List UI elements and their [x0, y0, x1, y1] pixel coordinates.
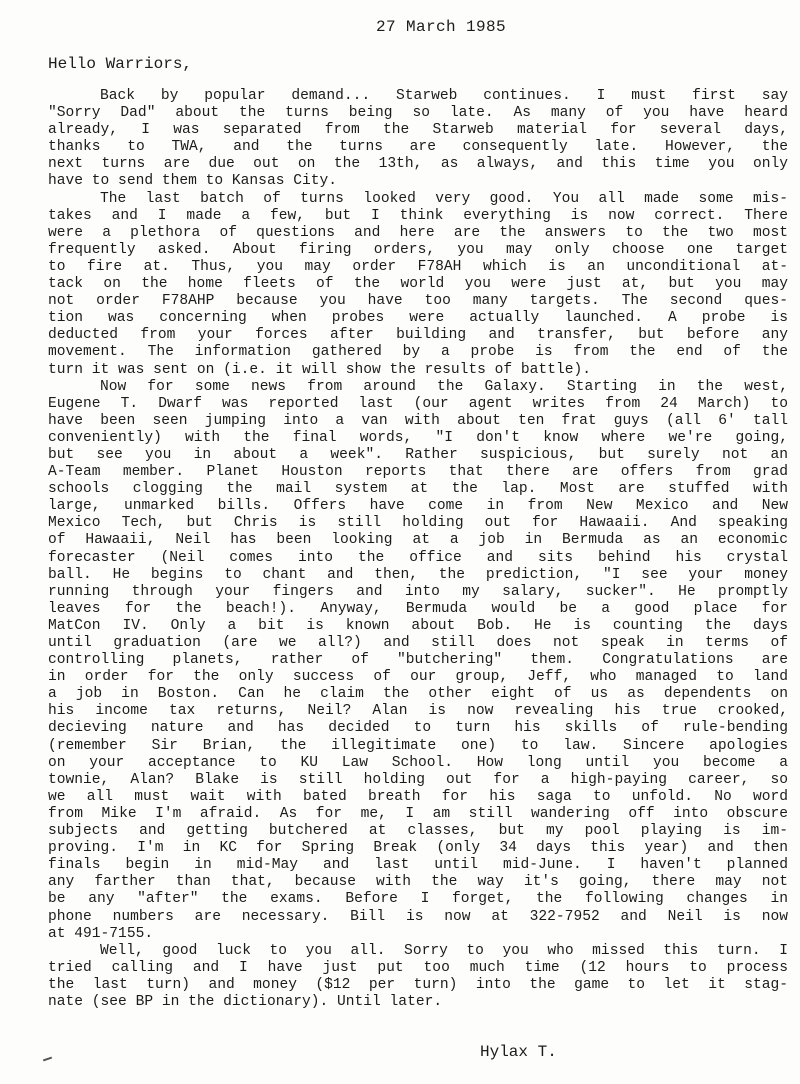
body-line: but see you in about a week". Rather suspicious, but surely not an	[48, 446, 788, 463]
body-line: subjects and getting butchered at classes, but my pool playing is im-	[48, 823, 788, 840]
body-line: any farther than that, because with the way it's going, there may not	[48, 874, 788, 891]
letter-signature: Hylax T.	[480, 1043, 557, 1061]
body-line: proving. I'm in KC for Spring Break (only 34 days this year) and then	[48, 840, 788, 857]
body-line: takes and I made a few, but I think everything is now correct. There	[48, 207, 788, 224]
body-line: deducted from your forces after building and transfer, but before any	[48, 327, 788, 344]
body-line: Eugene T. Dwarf was reported last (our agent writes from 24 March) to	[48, 395, 788, 412]
body-line: at 491-7155.	[48, 925, 154, 942]
letter-date: 27 March 1985	[376, 18, 507, 36]
body-line: townie, Alan? Blake is still holding out for a high-paying career, so	[48, 771, 788, 788]
body-line: of Hawaaii, Neil has been looking at a job in Bermuda as an economic	[48, 532, 788, 549]
body-line: tion was concerning when probes were actually launched. A probe is	[48, 310, 788, 327]
body-line: movement. The information gathered by a probe is from the end of the	[48, 344, 788, 361]
body-line: large, unmarked bills. Offers have come in from New Mexico and New	[48, 498, 788, 515]
body-line: (remember Sir Brian, the illegitimate one) to law. Sincere apologies	[48, 737, 788, 754]
letter-body	[48, 88, 788, 1011]
body-line: have been seen jumping into a van with about ten frat guys (all 6' tall	[48, 412, 788, 429]
body-line: decieving nature and has decided to turn his skills of rule-bending	[48, 720, 788, 737]
body-line: MatCon IV. Only a bit is known about Bob. He is counting the days	[48, 617, 788, 634]
body-line: nate (see BP in the dictionary). Until later.	[48, 993, 443, 1010]
body-line: next turns are due out on the 13th, as always, and this time you only	[48, 156, 788, 173]
body-line: already, I was separated from the Starweb material for several days,	[48, 122, 788, 139]
body-line: ball. He begins to chant and then, the prediction, "I see your money	[48, 566, 788, 583]
body-line: controlling planets, rather of "butchering" them. Congratulations are	[48, 652, 788, 669]
body-line: be any "after" the exams. Before I forget, the following changes in	[48, 891, 788, 908]
body-line: "Sorry Dad" about the turns being so late. As many of you have heard	[48, 105, 788, 122]
body-line: phone numbers are necessary. Bill is now at 322-7952 and Neil is now	[48, 908, 788, 925]
body-line: in order for the only success of our group, Jeff, who managed to land	[48, 669, 788, 686]
body-line: not order F78AHP because you have too many targets. The second ques-	[48, 293, 788, 310]
body-line: thanks to TWA, and the turns are consequently late. However, the	[48, 139, 788, 156]
body-line: tried calling and I have just put too much time (12 hours to process	[48, 959, 788, 976]
body-line: frequently asked. About firing orders, you may only choose one target	[48, 241, 788, 258]
body-line: Back by popular demand... Starweb continues. I must first say	[100, 88, 788, 104]
body-line: a job in Boston. Can he claim the other eight of us as dependents on	[48, 686, 788, 703]
body-line: Mexico Tech, but Chris is still holding out for Hawaaii. And speaking	[48, 515, 788, 532]
stray-ink-mark	[43, 1057, 52, 1062]
letter-greeting: Hello Warriors,	[48, 55, 193, 73]
body-line: turn it was sent on (i.e. it will show the results of battle).	[48, 361, 591, 378]
body-line: until graduation (are we all?) and still does not speak in terms of	[48, 635, 788, 651]
body-line: from Mike I'm afraid. As for me, I am still wandering off into obscure	[48, 805, 788, 822]
body-line: were a plethora of questions and here are the answers to the two most	[48, 224, 788, 241]
body-line: A-Team member. Planet Houston reports that there are offers from grad	[48, 464, 788, 481]
body-line: the last turn) and money ($12 per turn) into the game to let it stag-	[48, 976, 788, 993]
body-line: conveniently) with the final words, "I don't know where we're going,	[48, 429, 788, 446]
body-line: to fire at. Thus, you may order F78AH which is an unconditional at-	[48, 258, 788, 275]
body-line: on your acceptance to KU Law School. How long until you become a	[48, 754, 788, 771]
body-line: we all must wait with bated breath for his saga to unfold. No word	[48, 788, 788, 805]
body-line: Well, good luck to you all. Sorry to you who missed this turn. I	[100, 942, 788, 959]
body-line: Now for some news from around the Galaxy. Starting in the west,	[100, 378, 788, 395]
body-line: The last batch of turns looked very good. You all made some mis-	[100, 190, 788, 207]
body-line: leaves for the beach!). Anyway, Bermuda would be a good place for	[48, 600, 788, 617]
body-line: forecaster (Neil comes into the office and sits behind his crystal	[48, 549, 788, 566]
body-line: tack on the home fleets of the world you were just at, but you may	[48, 276, 788, 293]
body-line: finals begin in mid-May and last until mid-June. I haven't planned	[48, 857, 788, 874]
body-line: his income tax returns, Neil? Alan is now revealing his true crooked,	[48, 703, 788, 720]
body-line: schools clogging the mail system at the lap. Most are stuffed with	[48, 481, 788, 498]
body-line: have to send them to Kansas City.	[48, 173, 338, 190]
body-line: running through your fingers and into my salary, sucker". He promptly	[48, 583, 788, 600]
